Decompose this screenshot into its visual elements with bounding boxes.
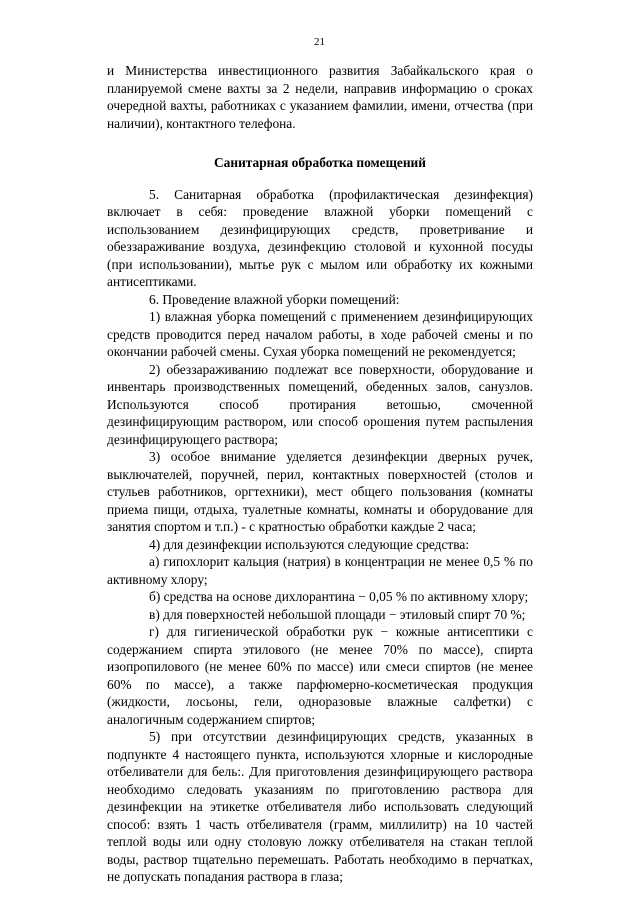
paragraph-item-5: 5. Санитарная обработка (профилактическая дезинфекция) включает в себя: проведение влажной уборки помещений с использованием дезинфицирующих средств, проветривание и обеззараживание воздуха, дезинфекцию столовой и кухонной посуды (при использовании), мытье рук с мылом или обработку их кожными антисептиками. bbox=[107, 186, 533, 289]
subitem-3: 3) особое внимание уделяется дезинфекции дверных ручек, выключателей, поручней, перил, контактных поверхностей (столов и стульев работников, оргтехники), мест общего пользования (комнаты приема пищи, отдыха, туалетные комнаты, комнаты и оборудование для занятия спортом и т.п.) - с кратностью обработки каждые 2 часа; bbox=[107, 449, 533, 534]
paragraph-item-6: 6. Проведение влажной уборки помещений: bbox=[149, 291, 400, 307]
page-number: 21 bbox=[314, 36, 325, 48]
subitem-1: 1) влажная уборка помещений с применением дезинфицирующих средств проводится перед началом работы, в ходе рабочей смены и по окончании рабочей смены. Сухая уборка помещений не рекомендуется; bbox=[107, 309, 533, 359]
subitem-4a: а) гипохлорит кальция (натрия) в концентрации не менее 0,5 % по активному хлору; bbox=[107, 554, 533, 587]
subitem-5: 5) при отсутствии дезинфицирующих средств, указанных в подпункте 4 настоящего пункта, используются хлорные и кислородные отбеливатели для бель:. Для приготовления дезинфицирующего раствора необходимо следовать указаниям по приготовлению раствора для дезинфекции на этикетке отбеливателя либо использовать следующий способ: взять 1 часть отбеливателя (грамм, миллилитр) на 10 частей теплой воды или одну столовую ложку отбеливателя на стакан теплой воды, раствор тщательно перемешать. Работать необходимо в перчатках, не допускать попадания раствора в глаза; bbox=[107, 729, 533, 884]
document-body bbox=[107, 62, 533, 886]
section-heading: Санитарная обработка помещений bbox=[213, 155, 426, 170]
paragraph-continuation: и Министерства инвестиционного развития Забайкальского края о планируемой смене вахты за 2 недели, направив информацию о сроках очередной вахты, работниках с указанием фамилии, имени, отчества (при наличии), контактного телефона. bbox=[107, 63, 533, 131]
subitem-4g: г) для гигиенической обработки рук − кожные антисептики с содержанием спирта этилового (не менее 70% по массе), спирта изопропилового (не менее 60% по массе) или смеси спиртов (не менее 60% по массе), а также парфюмерно-косметическая продукция (жидкости, лосьоны, гели, одноразовые влажные салфетки) с аналогичным содержанием спиртов; bbox=[107, 624, 533, 727]
subitem-4: 4) для дезинфекции используются следующие средства: bbox=[149, 536, 470, 552]
subitem-4v: в) для поверхностей небольшой площади − этиловый спирт 70 %; bbox=[149, 606, 526, 622]
subitem-2: 2) обеззараживанию подлежат все поверхности, оборудование и инвентарь производственных помещений, обеденных залов, санузлов. Используются способ протирания ветошью, смоченной дезинфицирующим раствором, или способ орошения путем распыления дезинфицирующего раствора; bbox=[107, 361, 533, 447]
subitem-4b: б) средства на основе дихлорантина − 0,05 % по активному хлору; bbox=[149, 589, 529, 604]
